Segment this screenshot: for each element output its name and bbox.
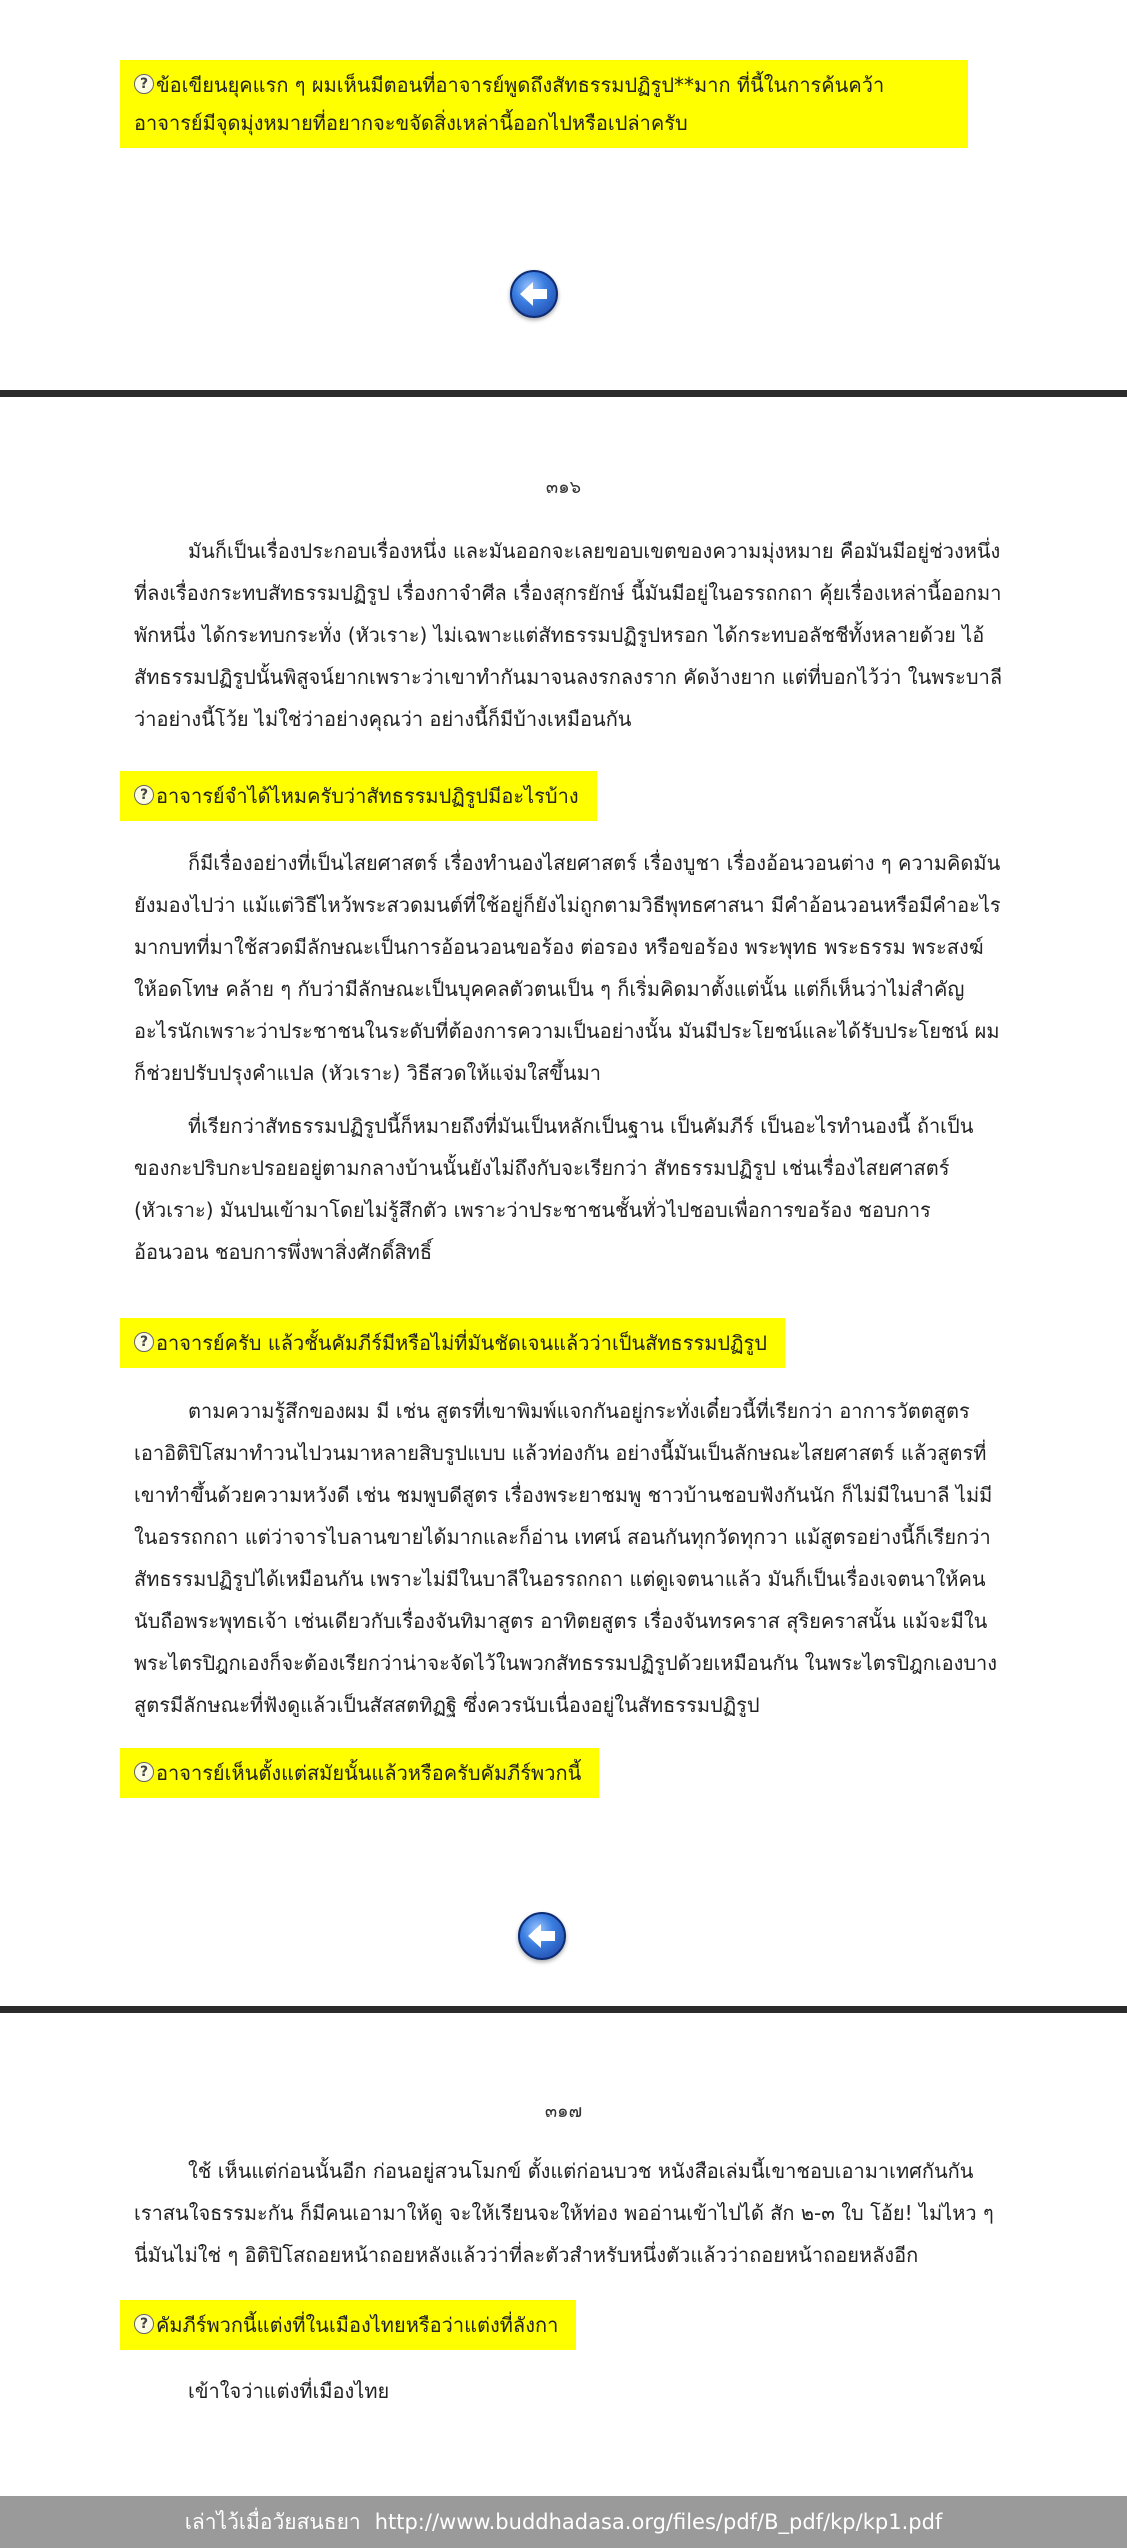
footer-bar: [0, 2496, 1127, 2548]
back-arrow-icon: [518, 279, 550, 309]
question-text-2: อาจารย์จำได้ไหมครับว่าสัทธรรมปฏิรูปมีอะไรบ้าง: [156, 784, 579, 808]
question-mark-icon: ?: [134, 1332, 154, 1352]
question-box-5: [120, 2300, 576, 2350]
page-divider: [0, 2006, 1127, 2013]
question-mark-icon: ?: [134, 785, 154, 805]
back-arrow-icon: [526, 1921, 558, 1951]
answer-paragraph-4: ตามความรู้สึกของผม มี เช่น สูตรที่เขาพิมพ์แจกกันอยู่กระทั่งเดี๋ยวนี้ที่เรียกว่า อาการวัตตสูตร เอาอิติปิโสมาทำวนไปวนมาหลายสิบรูปแบบ แล้วท่องกัน อย่างนี้มันเป็นลักษณะไสยศาสตร์ แล้วสูตรที่เขาทำขึ้นด้วยความหวังดี เช่น ชมพูบดีสูตร เรื่องพระยาชมพู ชาวบ้านชอบฟังกันนัก ก็ไม่มีในบาลี ไม่มีในอรรถกถา แต่ว่าจารไบลานขายได้มากและก็อ่าน เทศน์ สอนกันทุกวัดทุกวา แม้สูตรอย่างนี้ก็เรียกว่าสัทธรรมปฏิรูปได้เหมือนกัน เพราะไม่มีในบาลีในอรรถกถา แต่ดูเจตนาแล้ว มันก็เป็นเรื่องเจตนาให้คนนับถือพระพุทธเจ้า เช่นเดียวกับเรื่องจันทิมาสูตร อาทิตยสูตร เรื่องจันทรคราส สุริยคราสนั้น แม้จะมีในพระไตรปิฎกเองก็จะต้องเรียกว่าน่าจะจัดไว้ในพวกสัทธรรมปฏิรูปด้วยเหมือนกัน ในพระไตรปิฎกเองบางสูตรมีลักษณะที่ฟังดูแล้วเป็นสัสสตทิฏฐิ ซึ่งควรนับเนื่องอยู่ในสัทธรรมปฏิรูป: [134, 1399, 998, 1717]
question-mark-icon: ?: [134, 74, 154, 94]
back-button[interactable]: [510, 270, 558, 318]
footer-url[interactable]: http://www.buddhadasa.org/files/pdf/B_pdf/kp/kp1.pdf: [374, 2510, 943, 2534]
answer-paragraph-2: ก็มีเรื่องอย่างที่เป็นไสยศาสตร์ เรื่องทำนองไสยศาสตร์ เรื่องบูชา เรื่องอ้อนวอนต่าง ๆ ความคิดมันยังมองไปว่า แม้แต่วิธีไหว้พระสวดมนต์ที่ใช้อยู่ก็ยังไม่ถูกตามวิธีพุทธศาสนา มีคำอ้อนวอนหรือมีคำอะไรมากบทที่มาใช้สวดมีลักษณะเป็นการอ้อนวอนขอร้อง ต่อรอง หรือขอร้อง พระพุทธ พระธรรม พระสงฆ์ให้อดโทษ คล้าย ๆ กับว่ามีลักษณะเป็นบุคคลตัวตนเป็น ๆ ก็เริ่มคิดมาตั้งแต่นั้น แต่ก็เห็นว่าไม่สำคัญอะไรนักเพราะว่าประชาชนในระดับที่ต้องการความเป็นอย่างนั้น มันมีประโยชน์และได้รับประโยชน์ ผมก็ช่วยปรับปรุงคำแปล (หัวเราะ) วิธีสวดให้แจ่มใสขึ้นมา: [134, 851, 1001, 1085]
question-text-5: คัมภีร์พวกนี้แต่งที่ในเมืองไทยหรือว่าแต่งที่ลังกา: [156, 2313, 559, 2337]
question-text-1: ข้อเขียนยุคแรก ๆ ผมเห็นมีตอนที่อาจารย์พูดถึงสัทธรรมปฏิรูป**มาก ที่นี้ในการค้นคว้า อาจารย์มีจุดมุ่งหมายที่อยากจะขจัดสิ่งเหล่านี้ออกไปหรือเปล่าครับ: [134, 73, 885, 135]
answer-paragraph-3: ที่เรียกว่าสัทธรรมปฏิรูปนี้ก็หมายถึงที่มันเป็นหลักเป็นฐาน เป็นคัมภีร์ เป็นอะไรทำนองนี้ ถ้าเป็นของกะปริบกะปรอยอยู่ตามกลางบ้านนั้นยังไม่ถึงกับจะเรียกว่า สัทธรรมปฏิรูป เช่นเรื่องไสยศาสตร์ (หัวเราะ) มันปนเข้ามาโดยไม่รู้สึกตัว เพราะว่าประชาชนชั้นทั่วไปชอบเพื่อการขอร้อง ชอบการอ้อนวอน ชอบการพึ่งพาสิ่งศักดิ์สิทธิ์: [134, 1114, 974, 1264]
answer-paragraph-1: มันก็เป็นเรื่องประกอบเรื่องหนึ่ง และมันออกจะเลยขอบเขตของความมุ่งหมาย คือมันมีอยู่ช่วงหนึ่งที่ลงเรื่องกระทบสัทธรรมปฏิรูป เรื่องกาจำศีล เรื่องสุกรยักษ์ นี้มันมีอยู่ในอรรถกถา คุ้ยเรื่องเหล่านี้ออกมาพักหนึ่ง ได้กระทบกระทั่ง (หัวเราะ) ไม่เฉพาะแต่สัทธรรมปฏิรูปหรอก ได้กระทบอลัชชีทั้งหลายด้วย ไอ้สัทธรรมปฏิรูปนั้นพิสูจน์ยากเพราะว่าเขาทำกันมาจนลงรกลงราก คัดง้างยาก แต่ที่บอกไว้ว่า ในพระบาลีว่าอย่างนี้โว้ย ไม่ใช่ว่าอย่างคุณว่า อย่างนี้ก็มีบ้างเหมือนกัน: [134, 539, 1003, 731]
question-text-3: อาจารย์ครับ แล้วชั้นคัมภีร์มีหรือไม่ที่มันชัดเจนแล้วว่าเป็นสัทธรรมปฏิรูป: [156, 1331, 767, 1355]
page-number: ๓๑๗: [544, 2101, 583, 2122]
page-number: ๓๑๖: [545, 477, 582, 498]
question-text-4: อาจารย์เห็นตั้งแต่สมัยนั้นแล้วหรือครับคัมภีร์พวกนี้: [156, 1761, 582, 1785]
answer-paragraph-6: เข้าใจว่าแต่งที่เมืองไทย: [188, 2379, 390, 2403]
back-button[interactable]: [518, 1912, 566, 1960]
answer-paragraph-5: ใช้ เห็นแต่ก่อนนั้นอีก ก่อนอยู่สวนโมกข์ ตั้งแต่ก่อนบวช หนังสือเล่มนี้เขาชอบเอามาเทศกันกัน เราสนใจธรรมะกัน ก็มีคนเอามาให้ดู จะให้เรียนจะให้ท่อง พออ่านเข้าไปได้ สัก ๒-๓ ใบ โอ้ย! ไม่ไหว ๆ นี่มันไม่ใช่ ๆ อิติปิโสถอยหน้าถอยหลังแล้วว่าที่ละตัวสำหรับหนึ่งตัวแล้วว่าถอยหน้าถอยหลังอีก: [134, 2159, 994, 2267]
question-box-4: [120, 1748, 599, 1798]
footer-title: เล่าไว้เมื่อวัยสนธยา: [184, 2510, 361, 2534]
question-mark-icon: ?: [134, 2314, 154, 2334]
question-box-2: [120, 771, 597, 821]
question-box-1: [120, 60, 968, 148]
page-divider: [0, 390, 1127, 397]
question-box-3: [120, 1318, 785, 1368]
question-mark-icon: ?: [134, 1762, 154, 1782]
